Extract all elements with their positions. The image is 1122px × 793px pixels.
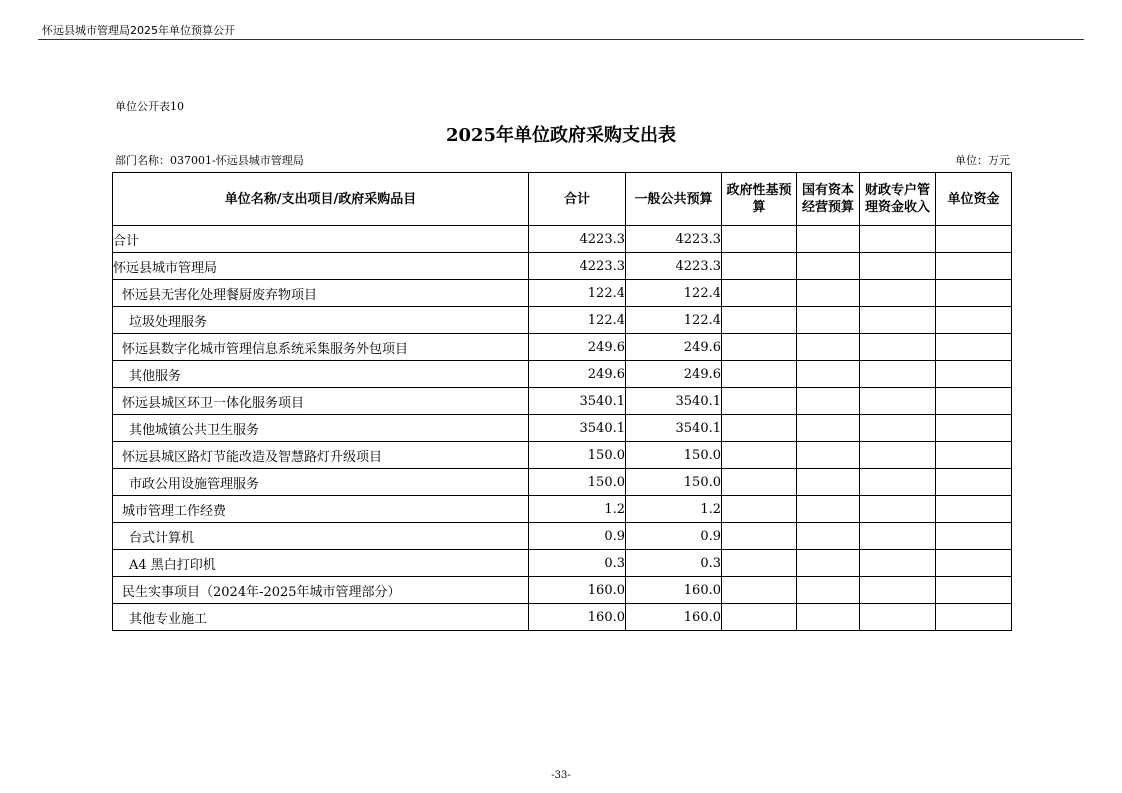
cell-special-account: [860, 442, 936, 469]
row-name: 怀远县数字化城市管理信息系统采集服务外包项目: [113, 334, 529, 361]
table-row: [113, 253, 1012, 280]
row-name: 台式计算机: [113, 523, 529, 550]
row-name: 怀远县无害化处理餐厨废弃物项目: [113, 280, 529, 307]
col-header-name: 单位名称/支出项目/政府采购品目: [113, 173, 529, 226]
row-name: 其他服务: [113, 361, 529, 388]
cell-general-budget: 0.9: [626, 523, 722, 550]
row-name: 怀远县城区环卫一体化服务项目: [113, 388, 529, 415]
cell-total: 249.6: [529, 334, 626, 361]
cell-special-account: [860, 550, 936, 577]
cell-gov-fund: [722, 442, 797, 469]
cell-total: 160.0: [529, 577, 626, 604]
table-code: 单位公开表10: [115, 100, 184, 113]
cell-general-budget: 150.0: [626, 469, 722, 496]
table-row: [113, 550, 1012, 577]
table-row: [113, 604, 1012, 631]
procurement-table: [112, 172, 1012, 631]
table-header-row: [113, 173, 1012, 226]
cell-special-account: [860, 307, 936, 334]
cell-unit-funds: [936, 550, 1012, 577]
col-header-special-account: 财政专户管理资金收入: [860, 173, 936, 226]
table-row: [113, 577, 1012, 604]
cell-gov-fund: [722, 604, 797, 631]
cell-total: 3540.1: [529, 388, 626, 415]
table-row: [113, 388, 1012, 415]
cell-unit-funds: [936, 496, 1012, 523]
cell-special-account: [860, 604, 936, 631]
cell-gov-fund: [722, 577, 797, 604]
cell-special-account: [860, 469, 936, 496]
cell-gov-fund: [722, 469, 797, 496]
cell-state-capital: [797, 604, 860, 631]
cell-general-budget: 1.2: [626, 496, 722, 523]
cell-special-account: [860, 523, 936, 550]
row-name: 合计: [113, 226, 529, 253]
table-row: [113, 334, 1012, 361]
row-name: 市政公用设施管理服务: [113, 469, 529, 496]
row-name: 其他城镇公共卫生服务: [113, 415, 529, 442]
cell-state-capital: [797, 226, 860, 253]
cell-state-capital: [797, 496, 860, 523]
table-row: [113, 361, 1012, 388]
cell-general-budget: 160.0: [626, 577, 722, 604]
row-name: 民生实事项目（2024年-2025年城市管理部分）: [113, 577, 529, 604]
table-row: [113, 307, 1012, 334]
cell-special-account: [860, 334, 936, 361]
cell-general-budget: 4223.3: [626, 253, 722, 280]
row-name: 怀远县城区路灯节能改造及智慧路灯升级项目: [113, 442, 529, 469]
table-row: [113, 280, 1012, 307]
cell-general-budget: 0.3: [626, 550, 722, 577]
cell-gov-fund: [722, 226, 797, 253]
cell-unit-funds: [936, 469, 1012, 496]
table-row: [113, 496, 1012, 523]
cell-state-capital: [797, 361, 860, 388]
cell-total: 4223.3: [529, 226, 626, 253]
cell-general-budget: 249.6: [626, 334, 722, 361]
cell-general-budget: 4223.3: [626, 226, 722, 253]
cell-total: 122.4: [529, 280, 626, 307]
cell-gov-fund: [722, 388, 797, 415]
cell-unit-funds: [936, 253, 1012, 280]
running-header: 怀远县城市管理局2025年单位预算公开: [42, 24, 235, 37]
col-header-gov-fund: 政府性基预算: [722, 173, 797, 226]
cell-gov-fund: [722, 550, 797, 577]
col-header-state-capital: 国有资本经营预算: [797, 173, 860, 226]
cell-gov-fund: [722, 280, 797, 307]
table-row: [113, 442, 1012, 469]
cell-state-capital: [797, 442, 860, 469]
cell-total: 0.9: [529, 523, 626, 550]
table-row: [113, 226, 1012, 253]
cell-special-account: [860, 415, 936, 442]
cell-special-account: [860, 577, 936, 604]
cell-unit-funds: [936, 280, 1012, 307]
cell-state-capital: [797, 253, 860, 280]
cell-gov-fund: [722, 496, 797, 523]
header-rule: [38, 39, 1084, 40]
cell-state-capital: [797, 415, 860, 442]
cell-general-budget: 122.4: [626, 307, 722, 334]
cell-unit-funds: [936, 604, 1012, 631]
cell-gov-fund: [722, 307, 797, 334]
table-row: [113, 469, 1012, 496]
cell-unit-funds: [936, 415, 1012, 442]
cell-state-capital: [797, 550, 860, 577]
row-name: 其他专业施工: [113, 604, 529, 631]
table-row: [113, 415, 1012, 442]
cell-state-capital: [797, 307, 860, 334]
cell-gov-fund: [722, 334, 797, 361]
row-name: 垃圾处理服务: [113, 307, 529, 334]
table-row: [113, 523, 1012, 550]
cell-state-capital: [797, 523, 860, 550]
cell-unit-funds: [936, 334, 1012, 361]
cell-state-capital: [797, 334, 860, 361]
cell-total: 122.4: [529, 307, 626, 334]
cell-general-budget: 249.6: [626, 361, 722, 388]
cell-unit-funds: [936, 442, 1012, 469]
cell-special-account: [860, 280, 936, 307]
cell-general-budget: 150.0: [626, 442, 722, 469]
cell-unit-funds: [936, 523, 1012, 550]
cell-total: 160.0: [529, 604, 626, 631]
col-header-total: 合计: [529, 173, 626, 226]
cell-total: 4223.3: [529, 253, 626, 280]
row-name: 城市管理工作经费: [113, 496, 529, 523]
cell-special-account: [860, 388, 936, 415]
cell-special-account: [860, 361, 936, 388]
cell-total: 249.6: [529, 361, 626, 388]
cell-unit-funds: [936, 307, 1012, 334]
page-title: 2025年单位政府采购支出表: [445, 125, 677, 146]
cell-unit-funds: [936, 388, 1012, 415]
row-name: A4 黑白打印机: [113, 550, 529, 577]
cell-total: 3540.1: [529, 415, 626, 442]
cell-gov-fund: [722, 253, 797, 280]
cell-special-account: [860, 226, 936, 253]
cell-general-budget: 160.0: [626, 604, 722, 631]
cell-state-capital: [797, 388, 860, 415]
col-header-general-budget: 一般公共预算: [626, 173, 722, 226]
cell-general-budget: 3540.1: [626, 388, 722, 415]
row-name: 怀远县城市管理局: [113, 253, 529, 280]
cell-gov-fund: [722, 415, 797, 442]
page-number: -33-: [551, 770, 571, 781]
cell-gov-fund: [722, 523, 797, 550]
cell-special-account: [860, 496, 936, 523]
cell-state-capital: [797, 469, 860, 496]
unit-line: 单位：万元: [955, 154, 1010, 167]
cell-total: 1.2: [529, 496, 626, 523]
cell-total: 150.0: [529, 469, 626, 496]
cell-general-budget: 3540.1: [626, 415, 722, 442]
cell-gov-fund: [722, 361, 797, 388]
cell-state-capital: [797, 577, 860, 604]
col-header-unit-funds: 单位资金: [936, 173, 1012, 226]
cell-general-budget: 122.4: [626, 280, 722, 307]
cell-special-account: [860, 253, 936, 280]
cell-unit-funds: [936, 577, 1012, 604]
cell-unit-funds: [936, 226, 1012, 253]
department-line: 部门名称：037001-怀远县城市管理局: [115, 154, 304, 167]
cell-unit-funds: [936, 361, 1012, 388]
cell-total: 150.0: [529, 442, 626, 469]
cell-state-capital: [797, 280, 860, 307]
cell-total: 0.3: [529, 550, 626, 577]
